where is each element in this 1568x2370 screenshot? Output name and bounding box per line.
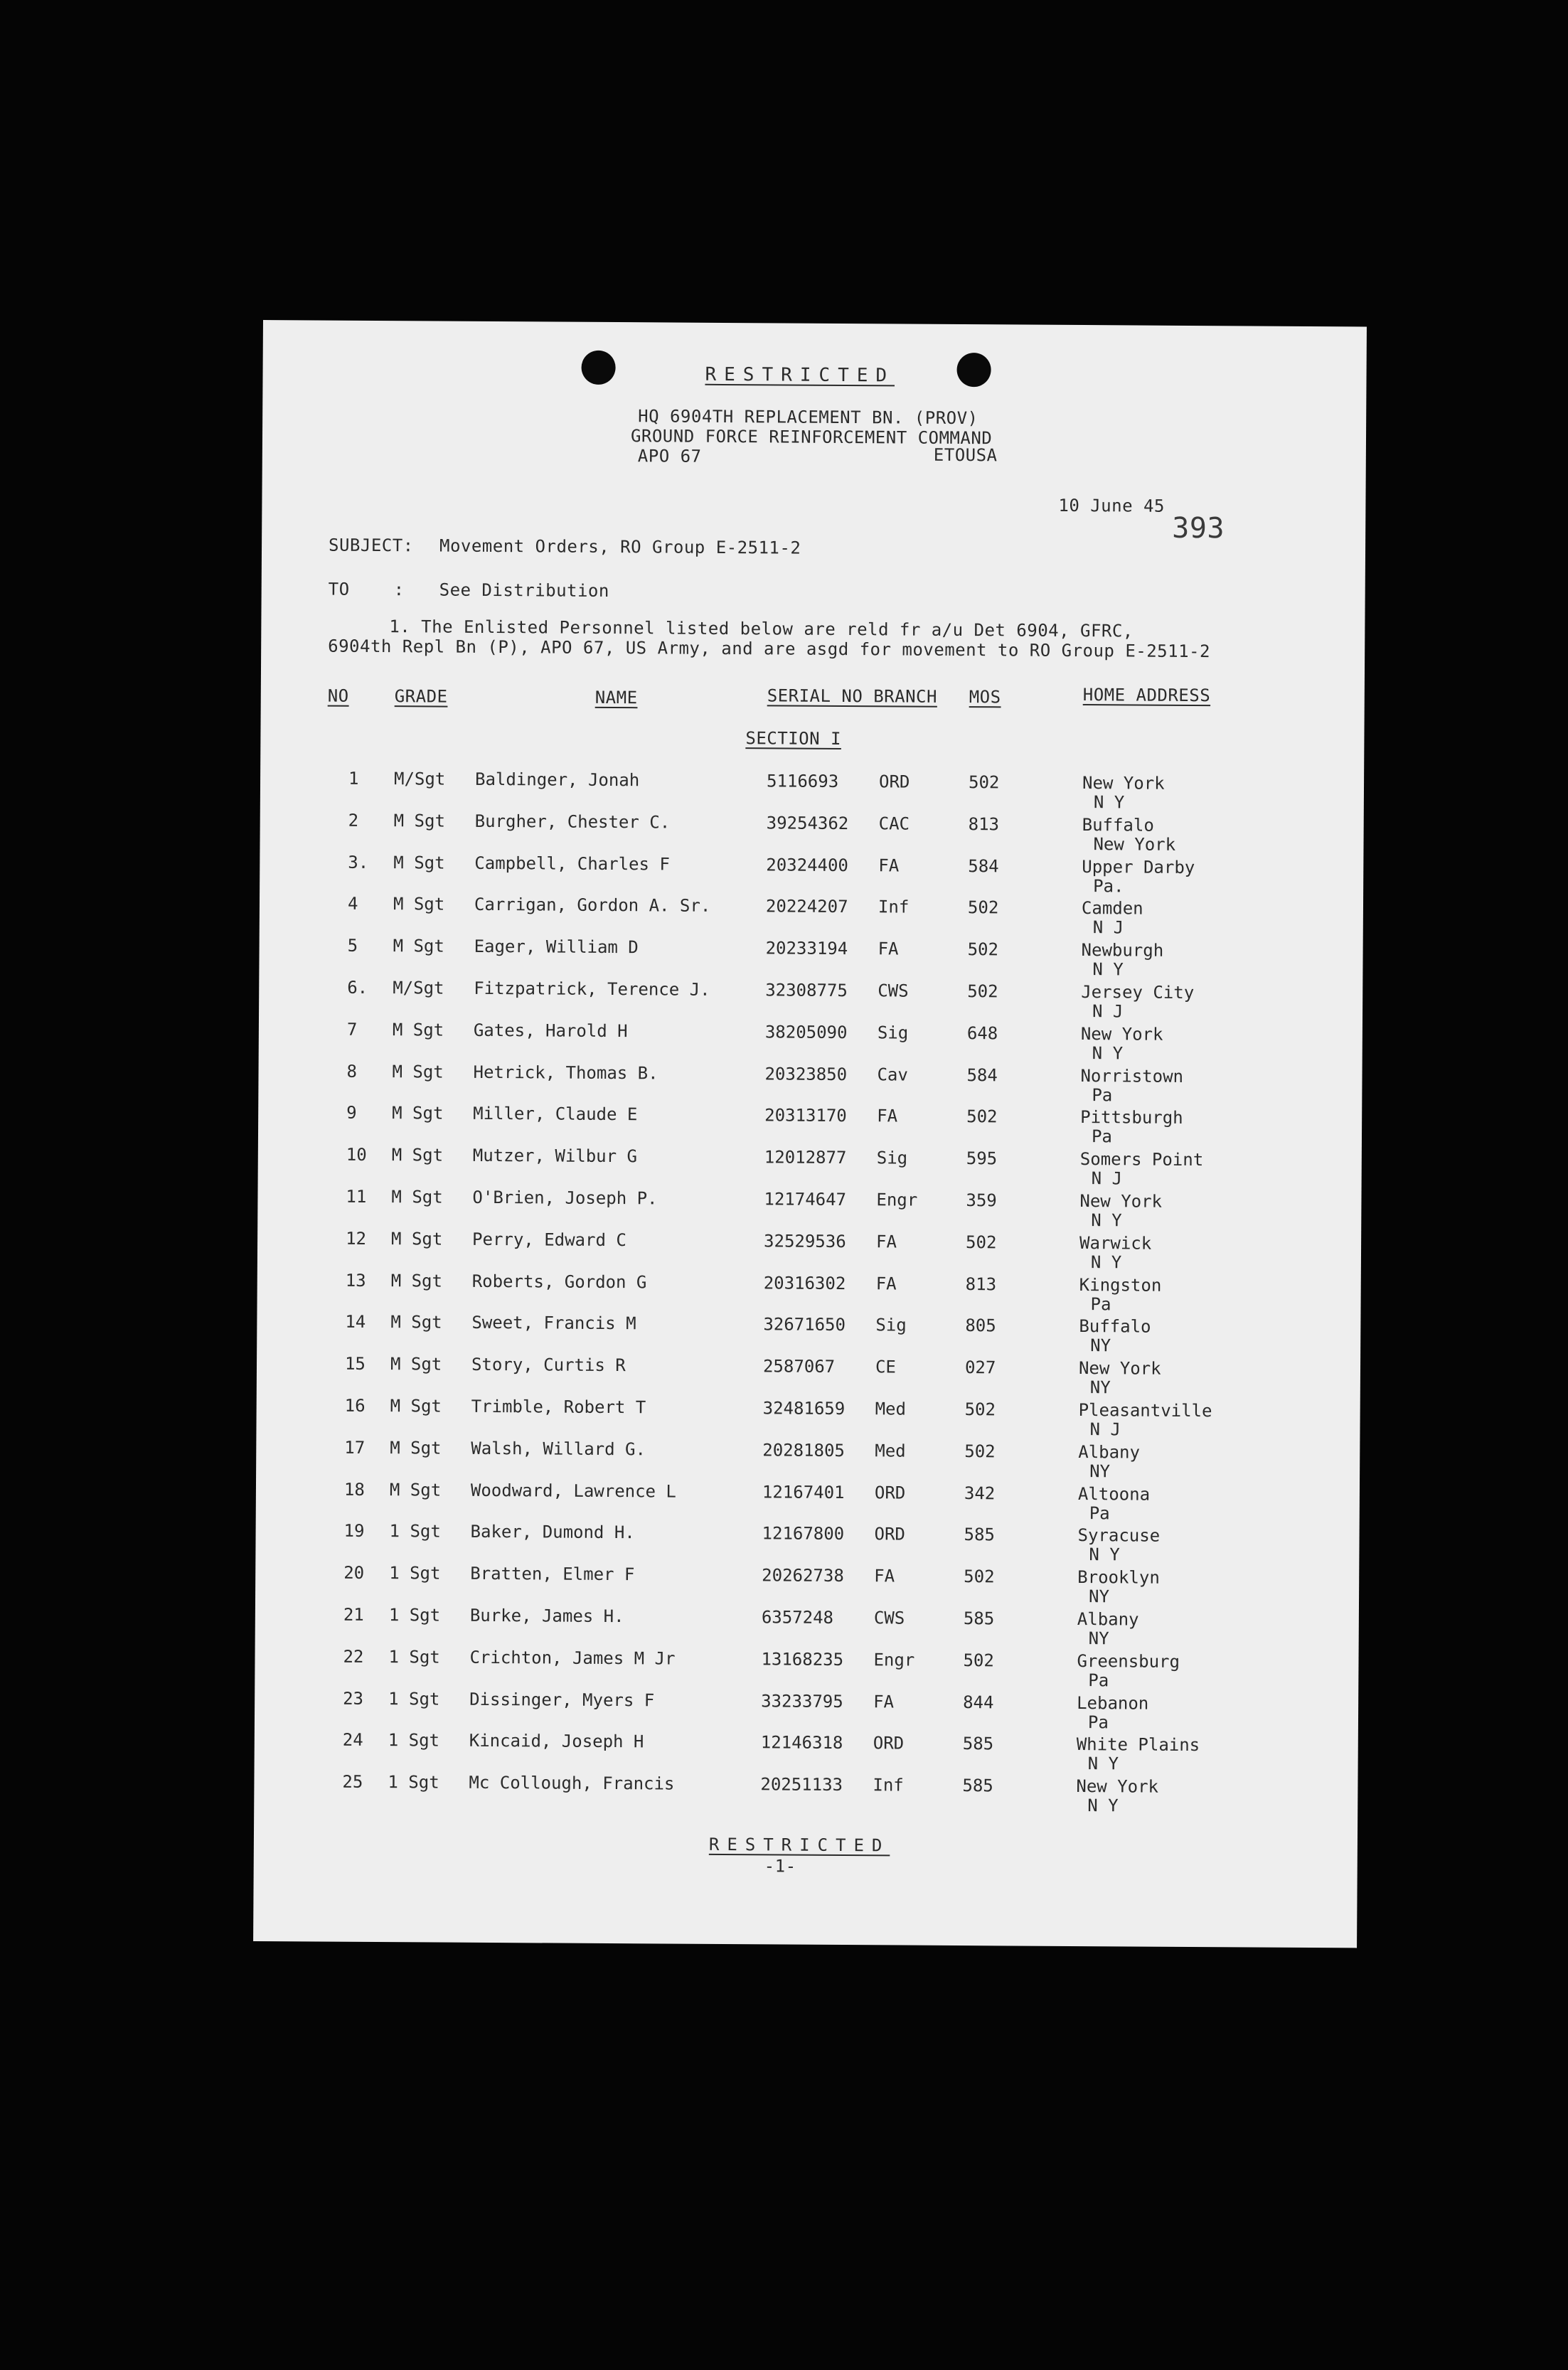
cell-home-state: Pa: [1087, 1712, 1109, 1732]
cell-mos: 805: [965, 1315, 996, 1336]
cell-mos: 502: [967, 939, 999, 960]
cell-mos: 585: [964, 1525, 996, 1545]
cell-branch: Cav: [877, 1064, 908, 1085]
punch-hole-right: [956, 353, 991, 387]
cell-grade: M Sgt: [389, 1479, 442, 1500]
cell-serial-number: 5116693: [766, 771, 839, 791]
cell-name: Sweet, Francis M: [471, 1313, 636, 1334]
cell-branch: Inf: [878, 897, 910, 917]
cell-serial-number: 38205090: [764, 1022, 848, 1042]
cell-mos: 648: [966, 1023, 998, 1044]
cell-home-state: Pa: [1088, 1670, 1109, 1691]
cell-home-state: N Y: [1089, 1544, 1120, 1565]
apo-line: APO 67: [637, 446, 702, 466]
cell-home-city: Altoona: [1077, 1483, 1151, 1505]
cell-name: Crichton, James M Jr: [469, 1647, 676, 1669]
header-home-address: HOME ADDRESS: [1082, 685, 1211, 706]
subject-label: SUBJECT:: [328, 535, 414, 556]
cell-branch: Med: [875, 1441, 906, 1461]
cell-branch: ORD: [874, 1524, 906, 1544]
cell-grade: M Sgt: [391, 1187, 443, 1207]
classification-footer: RESTRICTED: [708, 1834, 890, 1856]
to-text: See Distribution: [439, 580, 609, 601]
cell-branch: Engr: [873, 1650, 915, 1670]
cell-row-number: 14: [345, 1312, 366, 1333]
cell-name: Gates, Harold H: [473, 1020, 628, 1041]
cell-serial-number: 12167401: [762, 1481, 845, 1502]
cell-grade: M Sgt: [391, 1228, 443, 1249]
table-row: [257, 1311, 1360, 1359]
cell-mos: 595: [966, 1148, 998, 1169]
unit-line-2: GROUND FORCE REINFORCEMENT COMMAND: [630, 426, 993, 449]
table-row: [254, 1771, 1358, 1819]
cell-name: Hetrick, Thomas B.: [473, 1062, 658, 1084]
cell-mos: 502: [966, 1106, 998, 1127]
cell-home-city: New York: [1076, 1776, 1159, 1797]
cell-serial-number: 2587067: [762, 1356, 836, 1377]
cell-home-state: NY: [1088, 1628, 1109, 1649]
cell-home-state: Pa: [1089, 1502, 1110, 1523]
cell-grade: 1 Sgt: [388, 1605, 441, 1626]
cell-home-city: New York: [1079, 1191, 1163, 1212]
cell-name: Trimble, Robert T: [471, 1396, 646, 1418]
table-row: [260, 852, 1363, 900]
table-row: [259, 977, 1362, 1025]
table-row: [259, 1019, 1362, 1067]
cell-name: Burgher, Chester C.: [474, 811, 671, 833]
cell-serial-number: 20233194: [765, 938, 848, 959]
paragraph-1-line-2: 6904th Repl Bn (P), APO 67, US Army, and are asgd for movement to RO Group E-2511-2: [328, 636, 1211, 662]
cell-home-city: Albany: [1077, 1609, 1139, 1630]
cell-serial-number: 20323850: [764, 1063, 848, 1084]
cell-home-city: New York: [1082, 773, 1165, 794]
cell-branch: FA: [877, 1106, 898, 1126]
cell-mos: 027: [964, 1357, 996, 1378]
cell-serial-number: 6357248: [761, 1607, 834, 1628]
cell-home-city: Pittsburgh: [1080, 1107, 1183, 1128]
header-name: NAME: [594, 687, 638, 708]
punch-hole-left: [581, 351, 615, 385]
cell-serial-number: 32308775: [765, 980, 848, 1001]
cell-branch: FA: [878, 939, 899, 959]
table-row: [255, 1520, 1359, 1568]
cell-home-state: Pa.: [1093, 875, 1124, 897]
table-row: [255, 1562, 1359, 1610]
cell-serial-number: 20316302: [763, 1272, 846, 1293]
table-row: [260, 768, 1364, 816]
cell-grade: M Sgt: [392, 1103, 444, 1123]
cell-branch: FA: [874, 1566, 895, 1586]
cell-branch: CAC: [878, 813, 910, 834]
cell-home-state: Pa: [1091, 1126, 1112, 1147]
cell-serial-number: 20313170: [764, 1105, 847, 1126]
paragraph-1-line-1: 1. The Enlisted Personnel listed below are reld fr a/u Det 6904, GFRC,: [389, 616, 1134, 641]
cell-branch: Sig: [875, 1315, 907, 1335]
cell-home-state: N J: [1091, 1168, 1123, 1189]
cell-row-number: 11: [346, 1186, 367, 1207]
document-page: [253, 320, 1367, 1948]
classification-header: RESTRICTED: [705, 363, 895, 387]
cell-grade: 1 Sgt: [389, 1521, 441, 1542]
cell-row-number: 17: [344, 1437, 366, 1458]
cell-grade: M Sgt: [390, 1312, 442, 1333]
cell-home-state: N J: [1092, 1001, 1124, 1022]
section-heading: SECTION I: [745, 728, 842, 749]
cell-branch: Inf: [873, 1775, 904, 1795]
cell-mos: 813: [968, 813, 1000, 835]
cell-row-number: 24: [342, 1730, 363, 1751]
cell-name: Baker, Dumond H.: [470, 1522, 635, 1543]
cell-home-city: Brooklyn: [1077, 1567, 1160, 1588]
cell-home-state: Pa: [1092, 1084, 1113, 1105]
cell-grade: M/Sgt: [393, 769, 446, 789]
theater-line: ETOUSA: [933, 444, 998, 466]
page-number: -1-: [764, 1856, 796, 1877]
cell-grade: 1 Sgt: [388, 1730, 440, 1751]
cell-mos: 585: [962, 1734, 994, 1754]
cell-branch: ORD: [874, 1482, 906, 1503]
cell-home-city: Warwick: [1079, 1232, 1152, 1254]
table-row: [256, 1437, 1360, 1485]
cell-home-city: New York: [1078, 1358, 1161, 1379]
cell-mos: 585: [962, 1776, 993, 1796]
cell-home-state: N Y: [1093, 792, 1125, 813]
cell-home-state: N Y: [1090, 1251, 1122, 1273]
cell-name: Mutzer, Wilbur G: [472, 1146, 638, 1167]
cell-mos: 502: [967, 897, 999, 918]
cell-grade: M Sgt: [393, 852, 445, 873]
cell-mos: 813: [965, 1274, 997, 1294]
cell-home-city: Upper Darby: [1082, 856, 1195, 877]
cell-name: Story, Curtis R: [471, 1355, 626, 1376]
cell-row-number: 8: [346, 1061, 358, 1082]
cell-serial-number: 12146318: [760, 1732, 843, 1754]
cell-row-number: 13: [345, 1270, 366, 1291]
cell-home-state: N Y: [1087, 1795, 1119, 1816]
cell-branch: ORD: [873, 1733, 905, 1754]
cell-branch: FA: [875, 1273, 897, 1294]
cell-row-number: 25: [342, 1771, 363, 1793]
to-label: TO: [328, 579, 350, 599]
cell-serial-number: 32529536: [764, 1231, 846, 1251]
table-row: [255, 1604, 1359, 1652]
cell-home-city: Syracuse: [1077, 1525, 1161, 1547]
cell-serial-number: 32671650: [763, 1314, 846, 1335]
cell-row-number: 18: [343, 1479, 365, 1500]
cell-home-city: Somers Point: [1079, 1149, 1204, 1170]
cell-branch: Engr: [876, 1190, 918, 1210]
cell-serial-number: 20262738: [762, 1565, 844, 1586]
cell-grade: M Sgt: [390, 1437, 442, 1458]
cell-branch: Sig: [877, 1023, 909, 1043]
cell-serial-number: 12174647: [764, 1189, 847, 1210]
cell-row-number: 3.: [348, 852, 369, 872]
cell-home-city: Pleasantville: [1078, 1400, 1212, 1421]
cell-name: Baldinger, Jonah: [474, 769, 640, 791]
cell-name: Burke, James H.: [469, 1605, 624, 1627]
cell-branch: FA: [873, 1691, 895, 1712]
cell-name: Bratten, Elmer F: [470, 1563, 635, 1585]
table-row: [258, 1144, 1362, 1192]
cell-name: Dissinger, Myers F: [469, 1689, 655, 1710]
cell-name: Woodward, Lawrence L: [470, 1480, 677, 1502]
table-row: [259, 935, 1362, 983]
table-row: [255, 1646, 1358, 1694]
cell-home-city: Jersey City: [1081, 982, 1195, 1003]
header-mos: MOS: [969, 687, 1001, 708]
table-row: [256, 1479, 1360, 1527]
cell-branch: FA: [878, 855, 900, 876]
cell-grade: M Sgt: [390, 1354, 442, 1375]
cell-mos: 584: [966, 1064, 998, 1085]
cell-home-city: Camden: [1081, 898, 1143, 919]
cell-serial-number: 20324400: [766, 854, 849, 875]
cell-row-number: 1: [348, 768, 359, 789]
cell-serial-number: 32481659: [762, 1398, 846, 1419]
cell-name: Kincaid, Joseph H: [469, 1731, 644, 1752]
cell-home-city: Newburgh: [1081, 940, 1164, 961]
header-grade: GRADE: [394, 686, 448, 707]
cell-grade: M Sgt: [392, 1019, 444, 1040]
cell-name: Miller, Claude E: [473, 1104, 638, 1125]
cell-serial-number: 39254362: [766, 813, 849, 833]
table-row: [255, 1729, 1358, 1777]
cell-branch: ORD: [878, 772, 910, 792]
cell-home-state: NY: [1089, 1461, 1111, 1482]
cell-serial-number: 20224207: [765, 896, 848, 917]
cell-row-number: 23: [343, 1688, 364, 1709]
cell-home-city: Albany: [1078, 1441, 1141, 1463]
cell-row-number: 22: [343, 1646, 364, 1667]
cell-home-city: Buffalo: [1082, 814, 1154, 836]
cell-name: Roberts, Gordon G: [471, 1271, 647, 1292]
cell-home-state: Pa: [1090, 1293, 1111, 1314]
cell-branch: CE: [875, 1357, 897, 1377]
subject-text: Movement Orders, RO Group E-2511-2: [439, 535, 801, 558]
cell-row-number: 12: [346, 1228, 367, 1249]
cell-mos: 502: [966, 1232, 997, 1253]
cell-mos: 844: [963, 1692, 994, 1712]
cell-home-city: Greensburg: [1077, 1650, 1180, 1672]
cell-mos: 585: [963, 1608, 995, 1629]
table-row: [258, 1061, 1362, 1109]
cell-grade: 1 Sgt: [388, 1772, 439, 1793]
page-stamp-number: 393: [1172, 511, 1225, 545]
cell-grade: M Sgt: [390, 1396, 442, 1416]
cell-name: Walsh, Willard G.: [471, 1438, 646, 1460]
table-row: [260, 893, 1363, 941]
table-row: [257, 1228, 1361, 1276]
cell-home-city: White Plains: [1076, 1734, 1200, 1756]
cell-serial-number: 13168235: [761, 1649, 844, 1670]
cell-name: Mc Collough, Francis: [469, 1772, 675, 1794]
cell-mos: 502: [964, 1566, 995, 1587]
cell-row-number: 4: [347, 894, 358, 914]
cell-home-city: Norristown: [1080, 1065, 1184, 1087]
cell-grade: M Sgt: [390, 1270, 443, 1291]
cell-grade: M Sgt: [392, 1061, 444, 1082]
cell-mos: 502: [968, 772, 1000, 793]
cell-name: Campbell, Charles F: [474, 853, 670, 875]
cell-home-state: New York: [1093, 833, 1176, 855]
table-row: [260, 810, 1363, 858]
cell-mos: 502: [964, 1441, 996, 1462]
cell-home-state: NY: [1088, 1586, 1110, 1607]
cell-grade: M Sgt: [393, 810, 446, 831]
table-row: [257, 1270, 1360, 1318]
cell-serial-number: 20251133: [760, 1774, 843, 1795]
cell-mos: 502: [964, 1399, 996, 1420]
cell-home-state: N J: [1089, 1419, 1121, 1440]
cell-row-number: 2: [348, 810, 359, 831]
cell-grade: M Sgt: [391, 1145, 444, 1165]
cell-branch: FA: [876, 1232, 897, 1252]
cell-home-state: N Y: [1087, 1754, 1119, 1774]
table-row: [255, 1688, 1358, 1736]
cell-home-city: New York: [1080, 1023, 1163, 1045]
cell-branch: CWS: [873, 1608, 905, 1628]
cell-home-state: N Y: [1092, 1042, 1124, 1064]
cell-serial-number: 20281805: [762, 1440, 845, 1461]
document-date: 10 June 45: [1058, 495, 1166, 516]
cell-serial-number: 33233795: [761, 1690, 843, 1712]
cell-mos: 342: [964, 1483, 996, 1503]
cell-home-state: N Y: [1091, 1210, 1122, 1231]
cell-home-state: N Y: [1092, 959, 1124, 980]
cell-name: Carrigan, Gordon A. Sr.: [474, 895, 711, 917]
cell-mos: 502: [963, 1650, 994, 1671]
cell-home-state: NY: [1090, 1335, 1111, 1356]
header-serial-branch: SERIAL NO BRANCH: [767, 685, 938, 707]
unit-line-1: HQ 6904TH REPLACEMENT BN. (PROV): [638, 406, 978, 429]
cell-row-number: 6.: [347, 977, 368, 998]
cell-name: Perry, Edward C: [472, 1229, 626, 1250]
cell-name: Eager, William D: [474, 936, 639, 958]
to-separator: :: [393, 580, 405, 600]
cell-grade: 1 Sgt: [388, 1646, 440, 1667]
cell-mos: 359: [966, 1190, 997, 1211]
table-row: [257, 1353, 1360, 1401]
cell-row-number: 16: [344, 1395, 366, 1416]
cell-mos: 502: [967, 981, 998, 1002]
cell-home-state: NY: [1089, 1377, 1111, 1398]
cell-home-city: Kingston: [1079, 1274, 1162, 1296]
cell-home-city: Buffalo: [1079, 1316, 1151, 1338]
cell-row-number: 15: [344, 1353, 366, 1375]
cell-name: O'Brien, Joseph P.: [472, 1187, 658, 1209]
cell-grade: M Sgt: [393, 936, 444, 956]
cell-home-state: N J: [1092, 917, 1124, 938]
cell-mos: 584: [968, 855, 999, 876]
cell-home-city: Lebanon: [1077, 1692, 1149, 1714]
cell-branch: CWS: [878, 981, 909, 1001]
table-row: [256, 1395, 1360, 1443]
table-row: [258, 1102, 1362, 1150]
cell-row-number: 10: [346, 1144, 367, 1165]
header-no: NO: [327, 685, 349, 706]
cell-row-number: 19: [343, 1521, 365, 1542]
cell-branch: Sig: [876, 1148, 908, 1168]
cell-grade: M Sgt: [393, 894, 445, 914]
table-row: [257, 1186, 1361, 1234]
cell-grade: M/Sgt: [393, 978, 444, 998]
cell-grade: 1 Sgt: [388, 1688, 440, 1709]
cell-name: Fitzpatrick, Terence J.: [474, 978, 710, 1000]
cell-serial-number: 12167800: [762, 1523, 845, 1544]
cell-row-number: 9: [346, 1103, 357, 1123]
cell-row-number: 20: [343, 1562, 365, 1584]
cell-branch: Med: [875, 1399, 907, 1419]
cell-row-number: 21: [343, 1604, 364, 1625]
cell-serial-number: 12012877: [764, 1147, 847, 1168]
cell-row-number: 5: [347, 935, 358, 956]
cell-grade: 1 Sgt: [389, 1563, 441, 1584]
cell-row-number: 7: [346, 1019, 358, 1040]
